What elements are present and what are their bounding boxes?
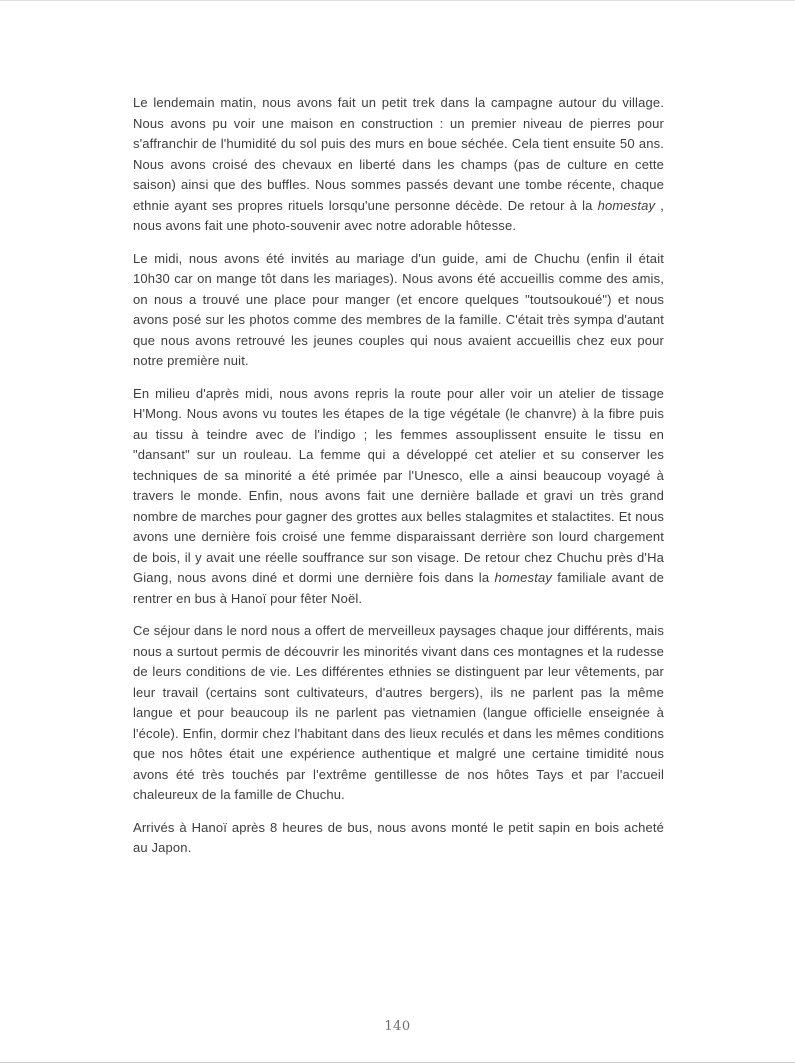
text-run: Le lendemain matin, nous avons fait un petit trek dans la campagne autour du village. Nous avons pu voir une maison en construction : un premier niveau de pierres pour s'affranchir de l'humidité du sol puis des murs en boue séchée. Cela tient ensuite 50 ans. Nous avons croisé des chevaux en liberté dans les champs (pas de culture en cette saison) ainsi que des buffles. Nous sommes passés devant une tombe récente, chaque ethnie ayant ses propres rituels lorsqu'une personne décède. De retour à la (133, 95, 664, 213)
paragraph-5 (133, 818, 664, 859)
text-run: En milieu d'après midi, nous avons repris la route pour aller voir un atelier de tissage H'Mong. Nous avons vu toutes les étapes de la tige végétale (le chanvre) à la fibre puis au tissu à teindre avec de l'indigo ; les femmes assouplissent ensuite le tissu en "dansant" sur un rouleau. La femme qui a développé cet atelier et su conserver les techniques de sa minorité a été primée par l'Unesco, elle a ainsi beaucoup voyagé à travers le monde. Enfin, nous avons fait une dernière ballade et gravi un très grand nombre de marches pour gagner des grottes aux belles stalagmites et stalactites. Et nous avons une dernière fois croisé une femme disparaissant derrière son lourd chargement de bois, il y avait une réelle souffrance sur son visage. De retour chez Chuchu près d'Ha Giang, nous avons diné et dormi une dernière fois dans la (133, 385, 664, 585)
italic-text: homestay (597, 197, 656, 213)
page-number: 140 (384, 1019, 411, 1034)
paragraph-3 (133, 384, 664, 610)
document-body (133, 93, 664, 871)
paragraph-2 (133, 249, 664, 372)
italic-text: homestay (494, 570, 552, 585)
text-run: Ce séjour dans le nord nous a offert de merveilleux paysages chaque jour différents, mais nous a surtout permis de découvrir les minorités vivant dans ces montagnes et la rudesse de leurs conditions de vie. Les différentes ethnies se distinguent par leur vêtements, par leur travail (certains sont cultivateurs, d'autres bergers), ils ne parlent pas la même langue et pour beaucoup ils ne parlent pas vietnamien (langue officielle enseignée à l'école). Enfin, dormir chez l'habitant dans des lieux reculés et dans les mêmes conditions que nos hôtes était une expérience authentique et malgré une certaine timidité nous avons été très touchés par l'extrême gentillesse de nos hôtes Tays et par l'accueil chaleureux de la famille de Chuchu. (133, 623, 664, 802)
text-run: Le midi, nous avons été invités au mariage d'un guide, ami de Chuchu (enfin il était 10h30 car on mange tôt dans les mariages). Nous avons été accueillis comme des amis, on nous a trouvé une place pour manger (et encore quelques "toutsoukoué") et nous avons posé sur les photos comme des membres de la famille. C'était très sympa d'autant que nous avons retrouvé les jeunes couples qui nous avaient accueillis chez eux pour notre première nuit. (133, 250, 664, 368)
text-run: familiale avant de rentrer en bus à Hanoï pour fêter Noël. (133, 570, 664, 606)
paragraph-1 (133, 93, 664, 237)
paragraph-4 (133, 621, 664, 806)
text-run: , nous avons fait une photo-souvenir avec notre adorable hôtesse. (133, 197, 664, 233)
text-run: Arrivés à Hanoï après 8 heures de bus, nous avons monté le petit sapin en bois acheté au Japon. (133, 819, 664, 855)
